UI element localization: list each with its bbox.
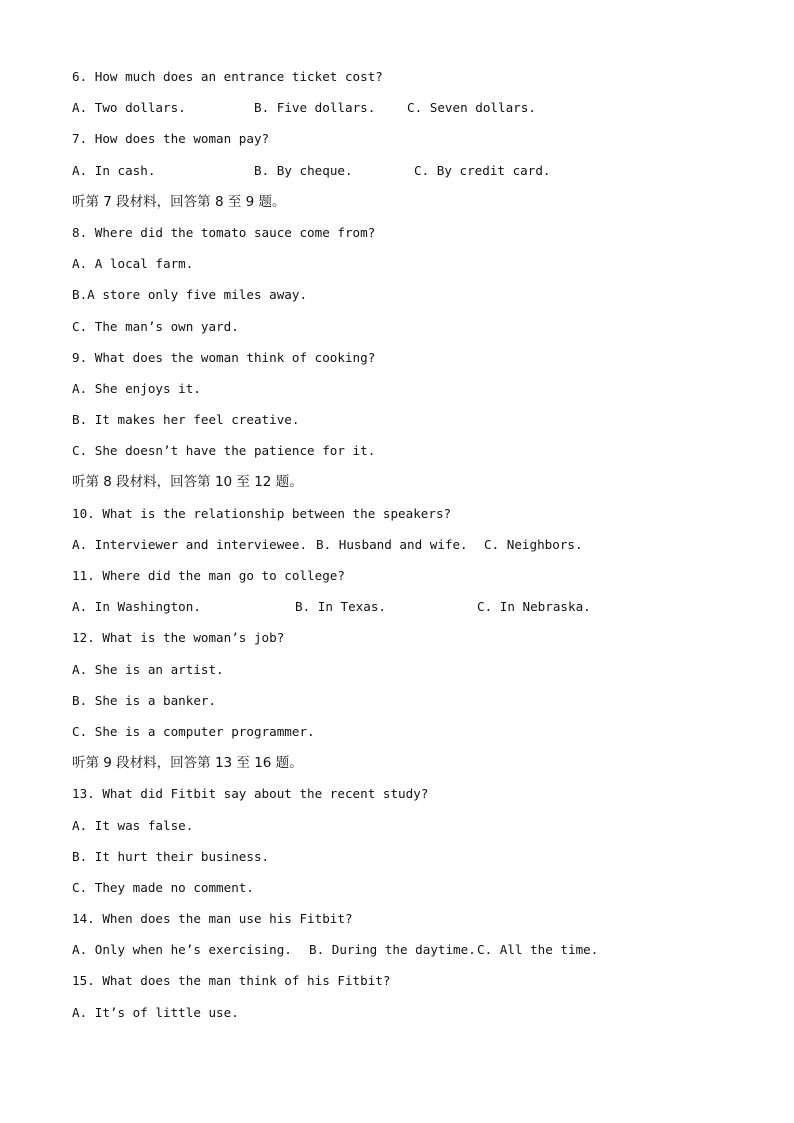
- options-14: [72, 940, 752, 971]
- option-14b: B. During the daytime.: [309, 942, 476, 958]
- option-6c: C. Seven dollars.: [407, 100, 536, 116]
- option-13c: C. They made no comment.: [72, 879, 254, 895]
- option-13a: A. It was false.: [72, 817, 194, 833]
- option-12c: C. She is a computer programmer.: [72, 723, 315, 739]
- option-11a: A. In Washington.: [72, 599, 201, 615]
- option-10b: B. Husband and wife.: [316, 536, 468, 552]
- document-page: [72, 67, 752, 1034]
- options-10: [72, 535, 752, 566]
- options-7: [72, 161, 752, 192]
- question-9: 9. What does the woman think of cooking?: [72, 349, 376, 365]
- option-7b: B. By cheque.: [254, 162, 353, 178]
- option-14a: A. Only when he’s exercising.: [72, 942, 292, 958]
- option-9b: B. It makes her feel creative.: [72, 412, 300, 428]
- options-6: [72, 98, 752, 129]
- option-14c: C. All the time.: [477, 942, 599, 958]
- question-7: 7. How does the woman pay?: [72, 131, 270, 147]
- option-8a: A. A local farm.: [72, 256, 194, 272]
- option-8c: C. The man’s own yard.: [72, 318, 239, 334]
- options-11: [72, 597, 752, 628]
- question-15: 15. What does the man think of his Fitbit?: [72, 973, 391, 989]
- section-heading-9: 听第 9 段材料，回答第 13 至 16 题。: [72, 755, 303, 772]
- question-14: 14. When does the man use his Fitbit?: [72, 911, 353, 927]
- option-7a: A. In cash.: [72, 162, 156, 178]
- question-13: 13. What did Fitbit say about the recent study?: [72, 786, 429, 802]
- option-12b: B. She is a banker.: [72, 692, 217, 708]
- option-6b: B. Five dollars.: [254, 100, 376, 116]
- option-10c: C. Neighbors.: [484, 536, 583, 552]
- option-10a: A. Interviewer and interviewee.: [72, 536, 308, 552]
- option-11b: B. In Texas.: [295, 599, 386, 615]
- option-13b: B. It hurt their business.: [72, 848, 270, 864]
- option-15a: A. It’s of little use.: [72, 1004, 239, 1020]
- option-6a: A. Two dollars.: [72, 100, 186, 116]
- section-heading-7: 听第 7 段材料，回答第 8 至 9 题。: [72, 193, 286, 210]
- option-8b: B.A store only five miles away.: [72, 287, 308, 303]
- question-8: 8. Where did the tomato sauce come from?: [72, 224, 376, 240]
- question-10: 10. What is the relationship between the speakers?: [72, 505, 452, 521]
- question-11: 11. Where did the man go to college?: [72, 568, 345, 583]
- option-7c: C. By credit card.: [414, 162, 551, 178]
- question-6: 6. How much does an entrance ticket cost?: [72, 69, 383, 84]
- section-heading-8: 听第 8 段材料，回答第 10 至 12 题。: [72, 474, 303, 491]
- option-12a: A. She is an artist.: [72, 661, 224, 677]
- option-11c: C. In Nebraska.: [477, 599, 591, 615]
- option-9a: A. She enjoys it.: [72, 380, 201, 396]
- question-12: 12. What is the woman’s job?: [72, 630, 285, 646]
- option-9c: C. She doesn’t have the patience for it.: [72, 443, 376, 459]
